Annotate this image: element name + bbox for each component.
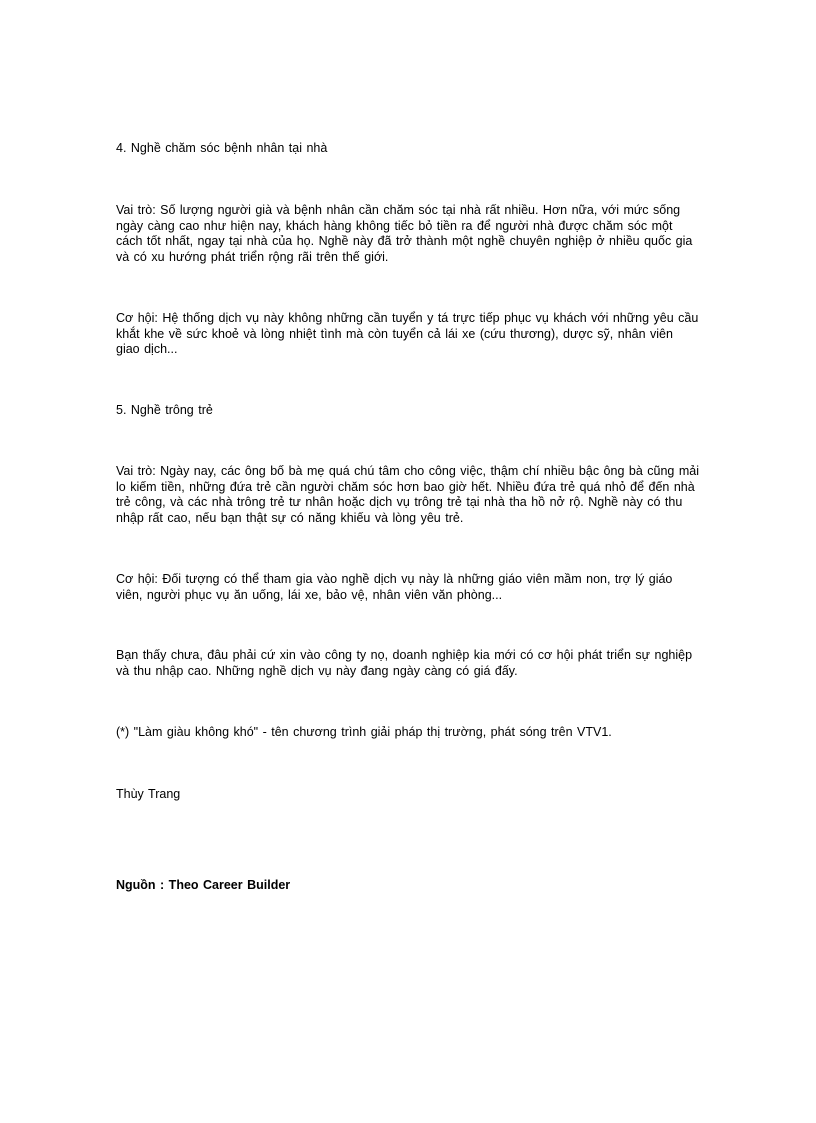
section-4-role-paragraph: Vai trò: Số lượng người già và bệnh nhân cần chăm sóc tại nhà rất nhiều. Hơn nữa, với mức sống ngày càng cao như hiện nay, khách hàng không tiếc bỏ tiền ra để người nhà được chăm sóc một cách tốt nhất, ngay tại nhà của họ. Nghề này đã trở thành một nghề chuyên nghiệp ở nhiều quốc gia và có xu hướng phát triển rộng rãi trên thế giới.	[116, 203, 693, 264]
section-5-role-paragraph: Vai trò: Ngày nay, các ông bố bà mẹ quá chú tâm cho công việc, thậm chí nhiều bậc ông bà cũng mải lo kiếm tiền, những đứa trẻ cần người chăm sóc hơn bao giờ hết. Nhiều đứa trẻ quá nhỏ để đến nhà trẻ công, và các nhà trông trẻ tư nhân hoặc dịch vụ trông trẻ tại nhà tha hồ nở rộ. Nghề này có thu nhập rất cao, nếu bạn thật sự có năng khiếu và lòng yêu trẻ.	[116, 464, 699, 525]
author-name: Thùy Trang	[116, 787, 181, 801]
section-5-heading: 5. Nghề trông trẻ	[116, 403, 213, 417]
section-4-heading: 4. Nghề chăm sóc bệnh nhân tại nhà	[116, 141, 328, 155]
section-5-opportunity-paragraph: Cơ hội: Đối tượng có thể tham gia vào nghề dịch vụ này là những giáo viên mầm non, trợ lý giáo viên, người phục vụ ăn uống, lái xe, bảo vệ, nhân viên văn phòng...	[116, 572, 673, 602]
conclusion-paragraph: Bạn thấy chưa, đâu phải cứ xin vào công ty nọ, doanh nghiệp kia mới có cơ hội phát triển sự nghiệp và thu nhập cao. Những nghề dịch vụ này đang ngày càng có giá đấy.	[116, 648, 693, 678]
section-4-opportunity-paragraph: Cơ hội: Hệ thống dịch vụ này không những cần tuyển y tá trực tiếp phục vụ khách với những yêu cầu khắt khe về sức khoẻ và lòng nhiệt tình mà còn tuyển cả lái xe (cứu thương), dược sỹ, nhân viên giao dịch...	[116, 311, 699, 356]
footnote-paragraph: (*) "Làm giàu không khó" - tên chương trình giải pháp thị trường, phát sóng trên VTV1.	[116, 725, 612, 739]
source-credit: Nguồn : Theo Career Builder	[116, 878, 291, 892]
